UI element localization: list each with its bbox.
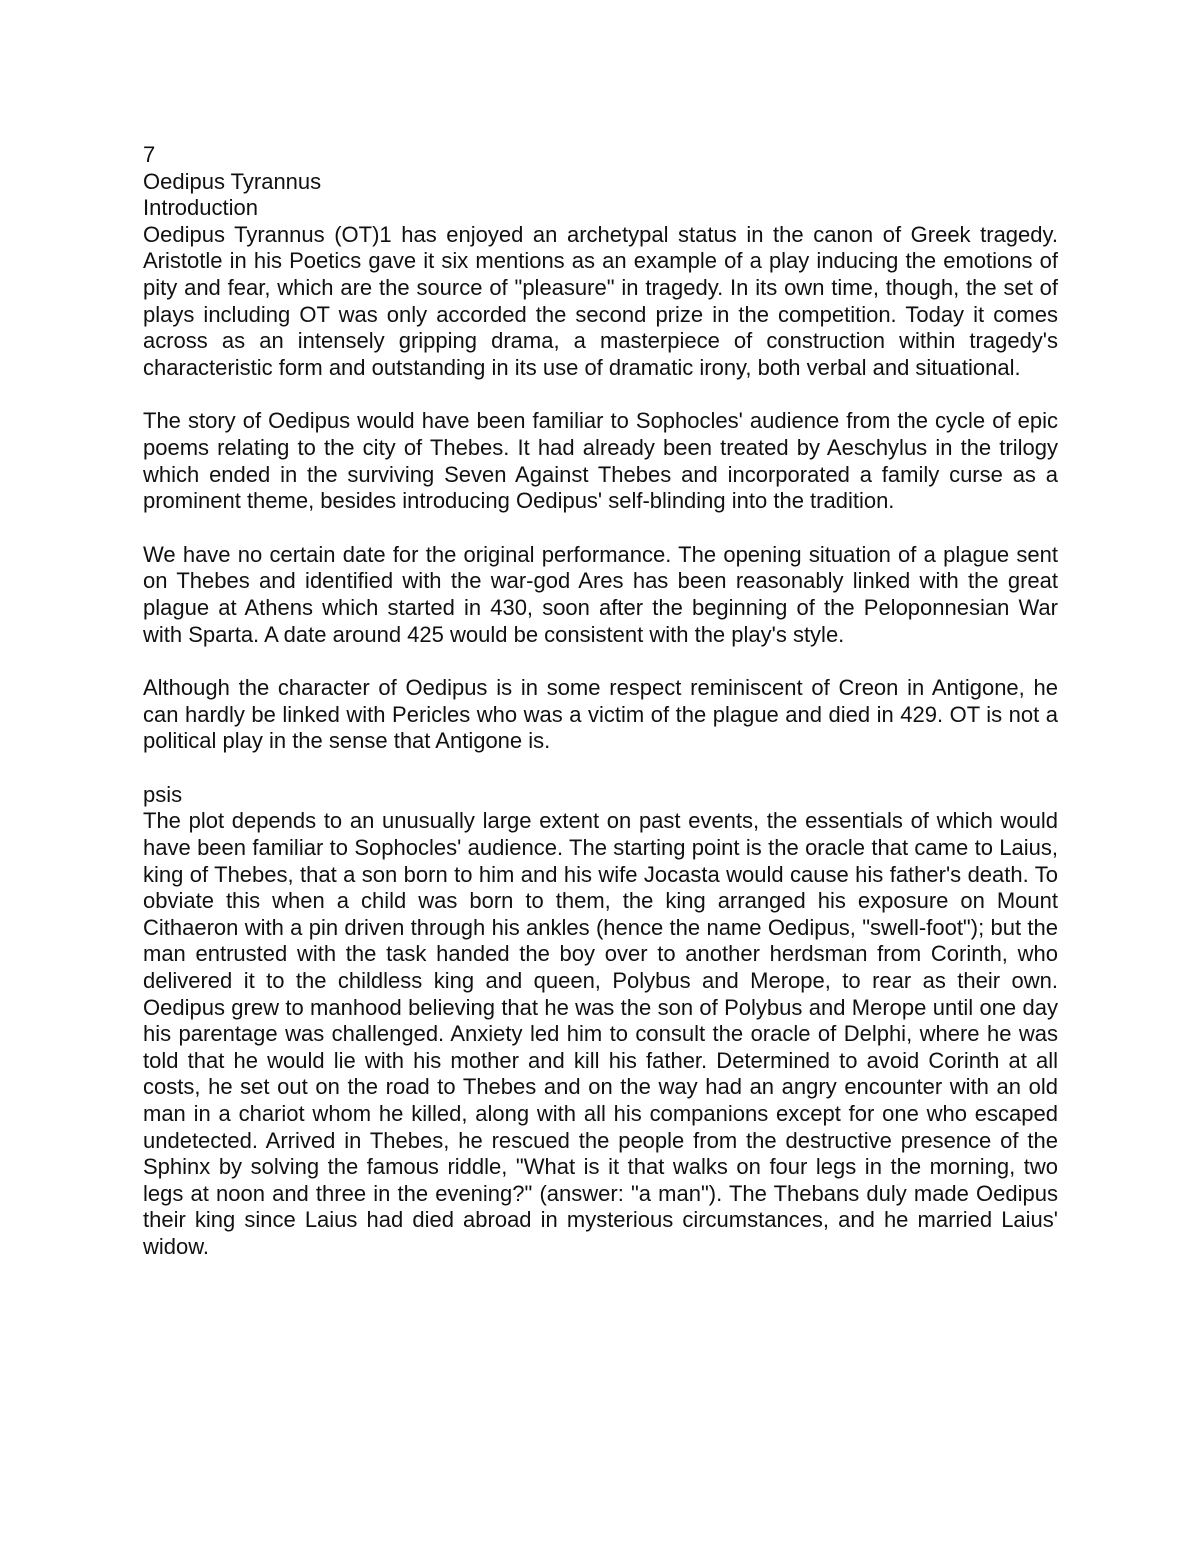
paragraph-spacer bbox=[143, 648, 1058, 675]
section-heading-synopsis: psis bbox=[143, 781, 183, 807]
paragraph-spacer bbox=[143, 755, 1058, 782]
page-number: 7 bbox=[143, 142, 156, 167]
intro-paragraph-3: We have no certain date for the original performance. The opening situation of a plague sent on Thebes and identified with the war-god Ares has been reasonably linked with the great plague at Athens which started in 430, soon after the beginning of the Peloponnesian War with Sparta. A date around 425 would be consistent with the play's style. bbox=[143, 541, 1058, 647]
paragraph-spacer bbox=[143, 381, 1058, 408]
paragraph-spacer bbox=[143, 515, 1058, 542]
synopsis-paragraph: The plot depends to an unusually large extent on past events, the essentials of which would have been familiar to Sophocles' audience. The starting point is the oracle that came to Laius, king of Thebes, that a son born to him and his wife Jocasta would cause his father's death. To obviate this when a child was born to them, the king arranged his exposure on Mount Cithaeron with a pin driven through his ankles (hence the name Oedipus, "swell-foot"); but the man entrusted with the task handed the boy over to another herdsman from Corinth, who delivered it to the childless king and queen, Polybus and Merope, to rear as their own. Oedipus grew to manhood believing that he was the son of Polybus and Merope until one day his parentage was challenged. Anxiety led him to consult the oracle of Delphi, where he was told that he would lie with his mother and kill his father. Determined to avoid Corinth at all costs, he set out on the road to Thebes and on the way had an angry encounter with an old man in a chariot whom he killed, along with all his companions except for one who escaped undetected. Arrived in Thebes, he rescued the people from the destructive presence of the Sphinx by solving the famous riddle, "What is it that walks on four legs in the morning, two legs at noon and three in the evening?" (answer: "a man"). The Thebans duly made Oedipus their king since Laius had died abroad in mysterious circumstances, and he married Laius' widow. bbox=[143, 808, 1058, 1259]
intro-paragraph-2: The story of Oedipus would have been familiar to Sophocles' audience from the cycle of epic poems relating to the city of Thebes. It had already been treated by Aeschylus in the trilogy which ended in the surviving Seven Against Thebes and incorporated a family curse as a prominent theme, besides introducing Oedipus' self-blinding into the tradition. bbox=[143, 408, 1058, 514]
section-heading-introduction: Introduction bbox=[143, 195, 258, 221]
intro-paragraph-1: Oedipus Tyrannus (OT)1 has enjoyed an archetypal status in the canon of Greek tragedy. Aristotle in his Poetics gave it six mentions as an example of a play inducing the emotions of pity and fear, which are the source of "pleasure" in tragedy. In its own time, though, the set of plays including OT was only accorded the second prize in the competition. Today it comes across as an intensely gripping drama, a masterpiece of construction within tragedy's characteristic form and outstanding in its use of dramatic irony, both verbal and situational. bbox=[143, 221, 1058, 380]
document-page bbox=[143, 142, 1058, 1261]
document-title: Oedipus Tyrannus bbox=[143, 168, 322, 194]
intro-paragraph-4: Although the character of Oedipus is in some respect reminiscent of Creon in Antigone, he can hardly be linked with Pericles who was a victim of the plague and died in 429. OT is not a political play in the sense that Antigone is. bbox=[143, 675, 1058, 754]
